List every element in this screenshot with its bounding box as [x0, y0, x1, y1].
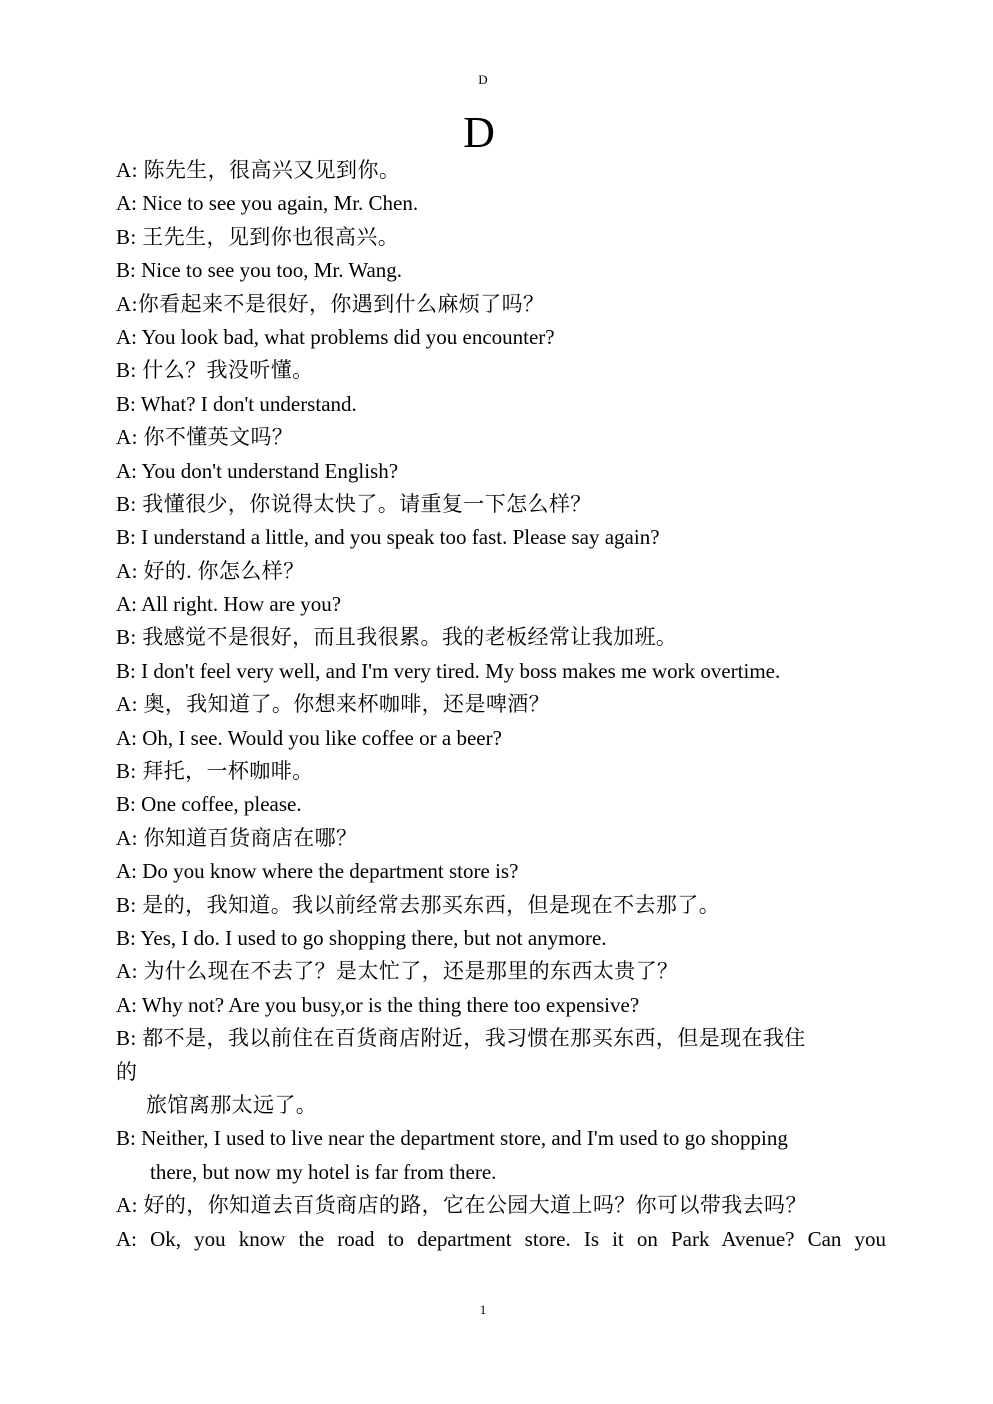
- dialogue-line: A: Do you know where the department store is?: [116, 859, 519, 884]
- dialogue-line: B: 王先生，见到你也很高兴。: [116, 224, 400, 249]
- dialogue-line: B: Yes, I do. I used to go shopping there, but not anymore.: [116, 925, 607, 950]
- dialogue-line: B: 拜托，一杯咖啡。: [116, 759, 314, 784]
- dialogue-line: A: Why not? Are you busy,or is the thing there too expensive?: [116, 992, 640, 1017]
- dialogue-line: A:你看起来不是很好，你遇到什么麻烦了吗？: [116, 291, 545, 316]
- dialogue-line: B: 都不是，我以前住在百货商店附近，我习惯在那买东西，但是现在我住: [116, 1026, 806, 1051]
- dialogue-line: A: 好的，你知道去百货商店的路，它在公园大道上吗？你可以带我去吗？: [116, 1193, 807, 1218]
- dialogue-line: there, but now my hotel is far from there.: [150, 1159, 497, 1184]
- dialogue-line: A: 陈先生，很高兴又见到你。: [116, 158, 401, 182]
- dialogue-line: B: 什么？我没听懂。: [116, 358, 314, 383]
- dialogue-line: B: I understand a little, and you speak too fast. Please say again?: [116, 525, 660, 550]
- dialogue-line: A: All right. How are you?: [116, 592, 342, 617]
- dialogue-line: 旅馆离那太远了。: [146, 1092, 318, 1117]
- dialogue-body: [116, 154, 886, 1256]
- page-header: D: [478, 72, 488, 87]
- dialogue-line: A: 你不懂英文吗？: [116, 425, 294, 450]
- dialogue-line: B: 我感觉不是很好，而且我很累。我的老板经常让我加班。: [116, 625, 678, 650]
- dialogue-line: A: You look bad, what problems did you encounter?: [116, 324, 555, 349]
- dialogue-line: B: One coffee, please.: [116, 792, 302, 817]
- dialogue-line: A: 为什么现在不去了？是太忙了，还是那里的东西太贵了？: [116, 959, 679, 984]
- dialogue-line: A: 奥，我知道了。你想来杯咖啡，还是啤酒？: [116, 692, 551, 717]
- dialogue-line: A: Nice to see you again, Mr. Chen.: [116, 191, 419, 216]
- dialogue-line: B: 是的，我知道。我以前经常去那买东西，但是现在不去那了。: [116, 892, 721, 917]
- dialogue-line: B: Nice to see you too, Mr. Wang.: [116, 258, 403, 283]
- dialogue-line: A: 你知道百货商店在哪？: [116, 825, 358, 850]
- dialogue-line: A: 好的. 你怎么样？: [116, 558, 305, 583]
- dialogue-line: B: I don't feel very well, and I'm very tired. My boss makes me work overtime.: [116, 658, 781, 683]
- dialogue-line: B: 我懂很少，你说得太快了。请重复一下怎么样？: [116, 491, 592, 516]
- dialogue-line: A: You don't understand English?: [116, 458, 399, 483]
- page-number: 1: [479, 1302, 487, 1317]
- dialogue-line: B: What? I don't understand.: [116, 391, 357, 416]
- dialogue-line: B: Neither, I used to live near the department store, and I'm used to go shopping: [116, 1126, 788, 1151]
- dialogue-line: 的: [116, 1059, 138, 1084]
- dialogue-line: A: Oh, I see. Would you like coffee or a beer?: [116, 725, 502, 750]
- document-title: D: [463, 108, 495, 157]
- dialogue-line: A: Ok, you know the road to department store. Is it on Park Avenue? Can you: [116, 1226, 886, 1251]
